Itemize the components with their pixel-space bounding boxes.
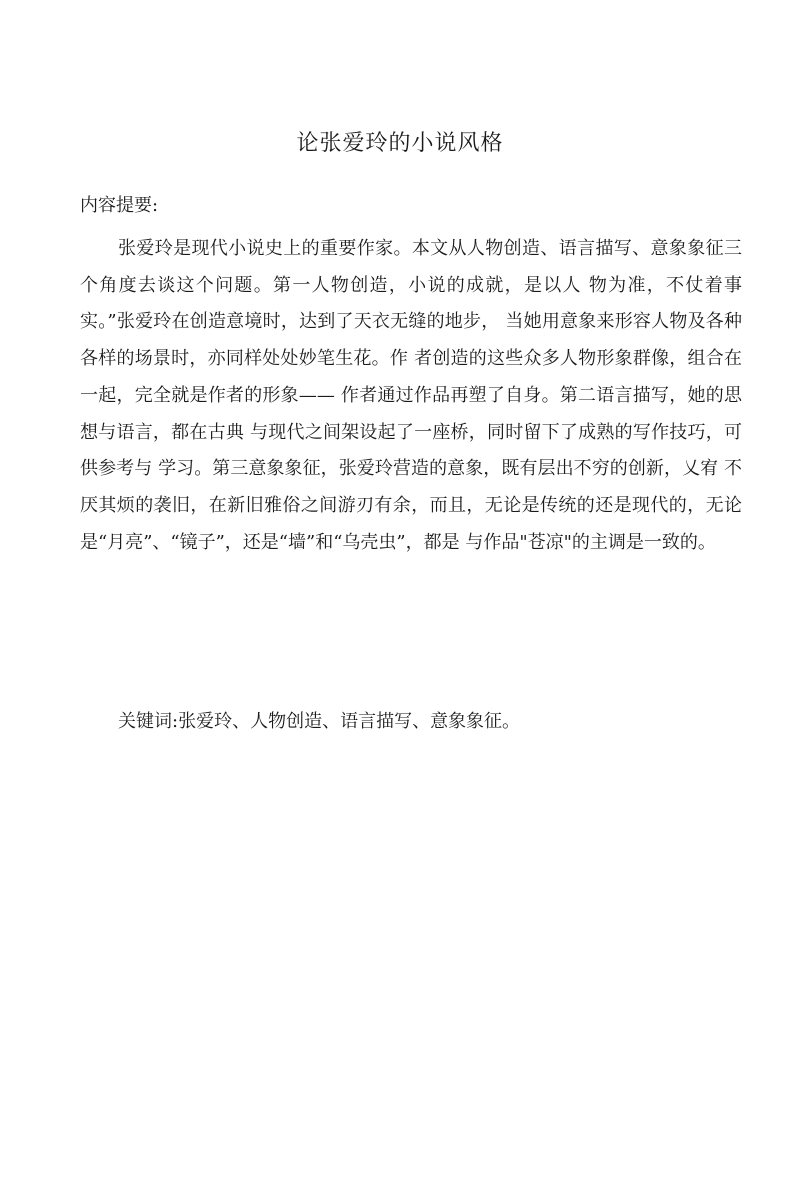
document-title: 论张爱玲的小说风格	[296, 131, 504, 156]
abstract-label: 内容提要:	[80, 195, 159, 216]
abstract-paragraph: 张爱玲是现代小说史上的重要作家。本文从人物创造、语言描写、意象象征三个角度去谈这个问题。第一人物创造，小说的成就，是以人 物为准，不仗着事实。”张爱玲在创造意境时，达到了天衣无缝的地步， 当她用意象来形容人物及各种各样的场景时，亦同样处处妙笔生花。作 者创造的这些众多人物形象群像，组合在一起，完全就是作者的形象—— 作者通过作品再塑了自身。第二语言描写，她的思想与语言，都在古典 与现代之间架设起了一座桥，同时留下了成熟的写作技巧，可供参考与 学习。第三意象象征，张爱玲营造的意象，既有层出不穷的创新，乂宥 不厌其烦的袭旧，在新旧雅俗之间游刃有余，而且，无论是传统的还是现代的，无论是“月亮”、“镜子”，还是“墙”和“乌壳虫”，都是 与作品"苍凉"的主调是一致的。	[80, 238, 742, 553]
keywords-line: 关键词:张爱玲、人物创造、语言描写、意象象征。	[118, 711, 521, 732]
